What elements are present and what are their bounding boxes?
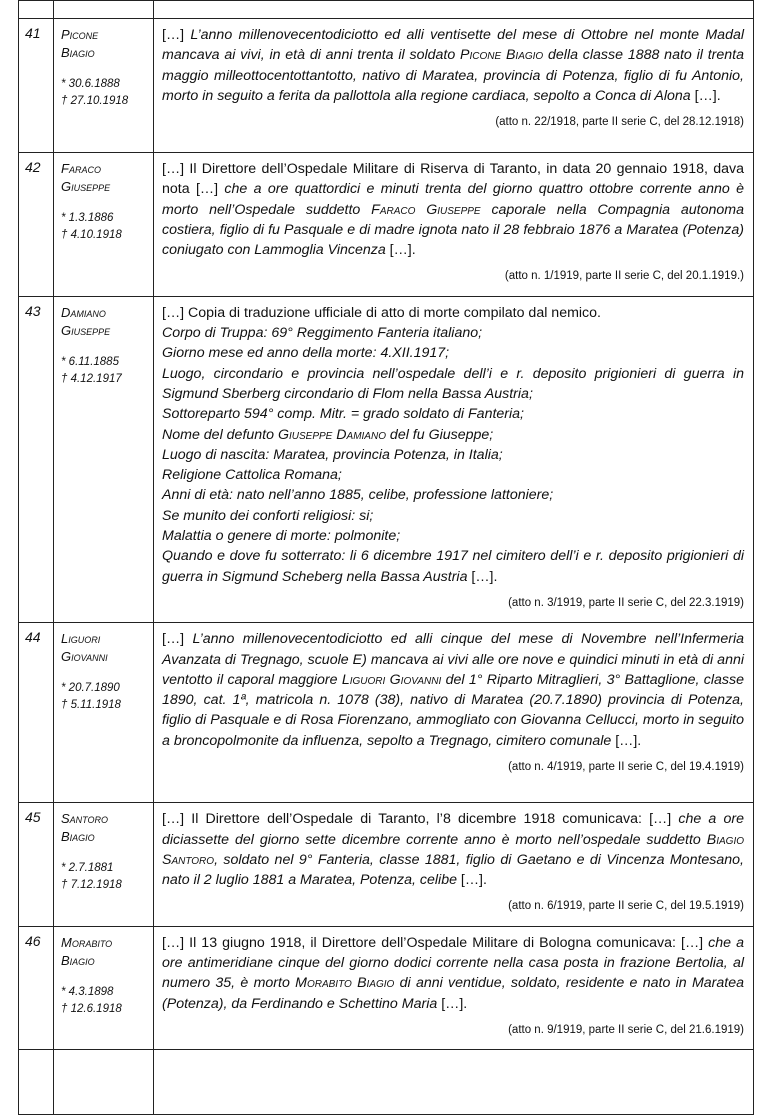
- given-name: Giuseppe: [61, 322, 111, 338]
- text-a: che a ore quattordici e minuti trenta del giorno quattro ottobre corrente anno è morto nell’Ospedale suddetto: [162, 181, 744, 218]
- text-name: Morabito Biagio: [295, 975, 395, 992]
- name-cell: [54, 19, 154, 153]
- death-date: † 7.12.1918: [61, 879, 122, 892]
- text-end: […].: [467, 568, 498, 585]
- record-number: 41: [19, 19, 54, 153]
- text-line: Nome del defunto: [162, 426, 278, 443]
- text-line: Corpo di Truppa: 69° Reggimento Fanteria italiano;: [162, 325, 483, 342]
- text-start: […]: [162, 27, 191, 43]
- birth-date: * 20.7.1890: [61, 682, 120, 695]
- surname: Morabito: [61, 934, 113, 950]
- empty-cell: [19, 1050, 54, 1115]
- surname: Damiano: [61, 304, 106, 320]
- header-row: [19, 1, 754, 19]
- given-name: Biagio: [61, 45, 95, 60]
- record-text-cell: [154, 623, 754, 803]
- text-line: Sottoreparto 594° comp. Mitr. = grado soldato di Fanteria;: [162, 406, 524, 423]
- text-b: del 1° Riparto Mitraglieri, 3° Battaglione, classe 1890, cat. 1ª, matricola n. 1078 (38), nativo di Maratea (20.7.1890) provincia di Potenza, figlio di Pasquale e di Rosa Fiorenzano, ammogliato con Giovanna Cellucci, morto in seguito a broncopolmonite da influenza, sepolto a Tregnago, cimitero comunale: [162, 671, 744, 749]
- birth-date: * 1.3.1886: [61, 212, 114, 224]
- text-line: Se munito dei conforti religiosi: si;: [162, 507, 374, 524]
- record-number: 43: [19, 296, 54, 622]
- record-text-cell: [154, 926, 754, 1049]
- text-end: […].: [437, 995, 468, 1012]
- text-end: […].: [385, 242, 416, 259]
- record-reference: (atto n. 9/1919, parte II serie C, del 21.6.1919): [508, 1023, 744, 1036]
- record-reference: (atto n. 4/1919, parte II serie C, del 19.4.1919): [508, 761, 744, 774]
- text-line: Giorno mese ed anno della morte: 4.XII.1917;: [162, 345, 450, 362]
- text-name: Picone Biagio: [460, 47, 544, 64]
- name-cell: [54, 153, 154, 297]
- text-b: caporale nella Compagnia autonoma costiera, figlio di fu Pasquale e di madre ignota nato il 28 febbraio 1876 a Maratea (Potenza) coniugato con Lammoglia Vincenza: [162, 201, 744, 259]
- header-cell: [54, 1, 154, 19]
- record-reference: (atto n. 22/1918, parte II serie C, del 28.12.1918): [495, 116, 744, 129]
- name-cell: [54, 926, 154, 1049]
- birth-date: * 6.11.1885: [61, 355, 119, 368]
- table-row: [19, 623, 754, 803]
- death-date: † 27.10.1918: [61, 95, 129, 107]
- surname: Liguori: [61, 631, 101, 647]
- death-date: † 4.10.1918: [61, 229, 122, 241]
- text-end: […].: [690, 87, 721, 104]
- name-cell: [54, 296, 154, 622]
- record-number: 44: [19, 623, 54, 803]
- empty-cell: [54, 1050, 154, 1115]
- text-a: L’anno millenovecentodiciotto ed alli cinque del mese di Novembre nell’Infermeria Avanzata di Tregnago, scuole E) mancava ai vivi alle ore nove e quindici minuti in età di anni ventotto il caporal maggiore: [162, 631, 744, 688]
- death-register-table: [18, 0, 754, 1115]
- name-cell: [54, 623, 154, 803]
- death-date: † 12.6.1918: [61, 1002, 122, 1015]
- surname: Picone: [61, 27, 99, 42]
- table-row: [19, 19, 754, 153]
- text-line: Luogo di nascita: Maratea, provincia Potenza, in Italia;: [162, 446, 503, 463]
- table-row: [19, 153, 754, 297]
- text-b: , soldato nel 9° Fanteria, classe 1881, figlio di Gaetano e di Vincenza Montesano, nato il 2 luglio 1881 a Maratea, Potenza, celibe: [162, 851, 744, 889]
- text-line: del fu Giuseppe;: [385, 426, 494, 443]
- record-text-cell: [154, 19, 754, 153]
- name-cell: [54, 803, 154, 926]
- record-number: 45: [19, 803, 54, 926]
- given-name: Giuseppe: [61, 179, 111, 194]
- given-name: Giovanni: [61, 649, 108, 665]
- text-start: […] Il Direttore dell’Ospedale Militare di Riserva di Taranto, in data 20 gennaio 1918, dava nota […]: [162, 161, 744, 198]
- table-row: [19, 296, 754, 622]
- record-reference: (atto n. 6/1919, parte II serie C, del 19.5.1919): [508, 900, 744, 913]
- record-reference: (atto n. 3/1919, parte II serie C, del 22.3.1919): [508, 596, 744, 609]
- text-name: Giuseppe Damiano: [277, 426, 386, 443]
- empty-cell: [154, 1050, 754, 1115]
- birth-date: * 30.6.1888: [61, 78, 120, 90]
- record-text-cell: [154, 296, 754, 622]
- header-cell: [19, 1, 54, 19]
- header-cell: [154, 1, 754, 19]
- text-start: […]: [162, 631, 193, 648]
- text-end: […].: [456, 872, 487, 889]
- record-number: 46: [19, 926, 54, 1049]
- text-line: Malattia o genere di morte: polmonite;: [162, 528, 401, 545]
- surname: Faraco: [61, 161, 101, 176]
- death-date: † 5.11.1918: [61, 699, 121, 712]
- record-reference: (atto n. 1/1919, parte II serie C, del 20.1.1919.): [504, 270, 744, 283]
- text-line: Luogo, circondario e provincia nell’ospedale dell’i e r. deposito prigionieri di guerra in Sigmund Sberberg circondario di Flom nella Bassa Austria;: [162, 365, 744, 402]
- text-name: Faraco Giuseppe: [371, 201, 481, 218]
- text-line: Quando e dove fu sotterrato: li 6 dicembre 1917 nel cimitero dell’i e r. deposito prigionieri di guerra in Sigmund Scheberg nella Bassa Austria: [162, 548, 744, 585]
- death-date: † 4.12.1917: [61, 372, 122, 385]
- text-intro: […] Copia di traduzione ufficiale di atto di morte compilato dal nemico.: [162, 304, 601, 321]
- birth-date: * 4.3.1898: [61, 985, 114, 998]
- text-a: L’anno millenovecentodiciotto ed alli ventisette del mese di Ottobre nel monte Madal mancava ai vivi, in età di anni trenta il soldato: [162, 27, 744, 64]
- text-start: […] Il 13 giugno 1918, il Direttore dell’Ospedale Militare di Bologna comunicava: […]: [162, 934, 709, 951]
- surname: Santoro: [61, 811, 109, 827]
- text-start: […] Il Direttore dell’Ospedale di Taranto, l’8 dicembre 1918 comunicava: […]: [162, 811, 679, 828]
- table-row: [19, 926, 754, 1049]
- given-name: Biagio: [61, 952, 95, 968]
- table-row: [19, 803, 754, 926]
- text-a: che a ore antimeridiane cinque del giorno dodici corrente nella casa posta in frazione Bertolia, al numero 35, è morto: [162, 934, 744, 992]
- given-name: Biagio: [61, 829, 95, 845]
- record-number: 42: [19, 153, 54, 297]
- text-a: che a ore diciassette del giorno sette dicembre corrente anno è morto nell’ospedale suddetto: [162, 811, 744, 848]
- text-line: Religione Cattolica Romana;: [162, 467, 342, 484]
- record-text-cell: [154, 803, 754, 926]
- empty-row: [19, 1050, 754, 1115]
- text-line: Anni di età: nato nell’anno 1885, celibe, professione lattoniere;: [162, 487, 554, 504]
- text-b: di anni ventidue, soldato, residente e nato in Maratea (Potenza), da Ferdinando e Schettino Maria: [162, 975, 745, 1012]
- text-name: Biagio Santoro: [162, 831, 744, 868]
- text-name: Liguori Giovanni: [341, 671, 442, 688]
- text-b: della classe 1888 nato il trenta maggio milleottocentottantotto, nativo di Maratea, provincia di Potenza, figlio di fu Antonio, morto in seguito a ferita da pallottola alla regione cardiaca, sepolto a Conca di Alona: [162, 47, 744, 104]
- birth-date: * 2.7.1881: [61, 862, 114, 875]
- record-text-cell: [154, 153, 754, 297]
- text-end: […].: [611, 732, 642, 749]
